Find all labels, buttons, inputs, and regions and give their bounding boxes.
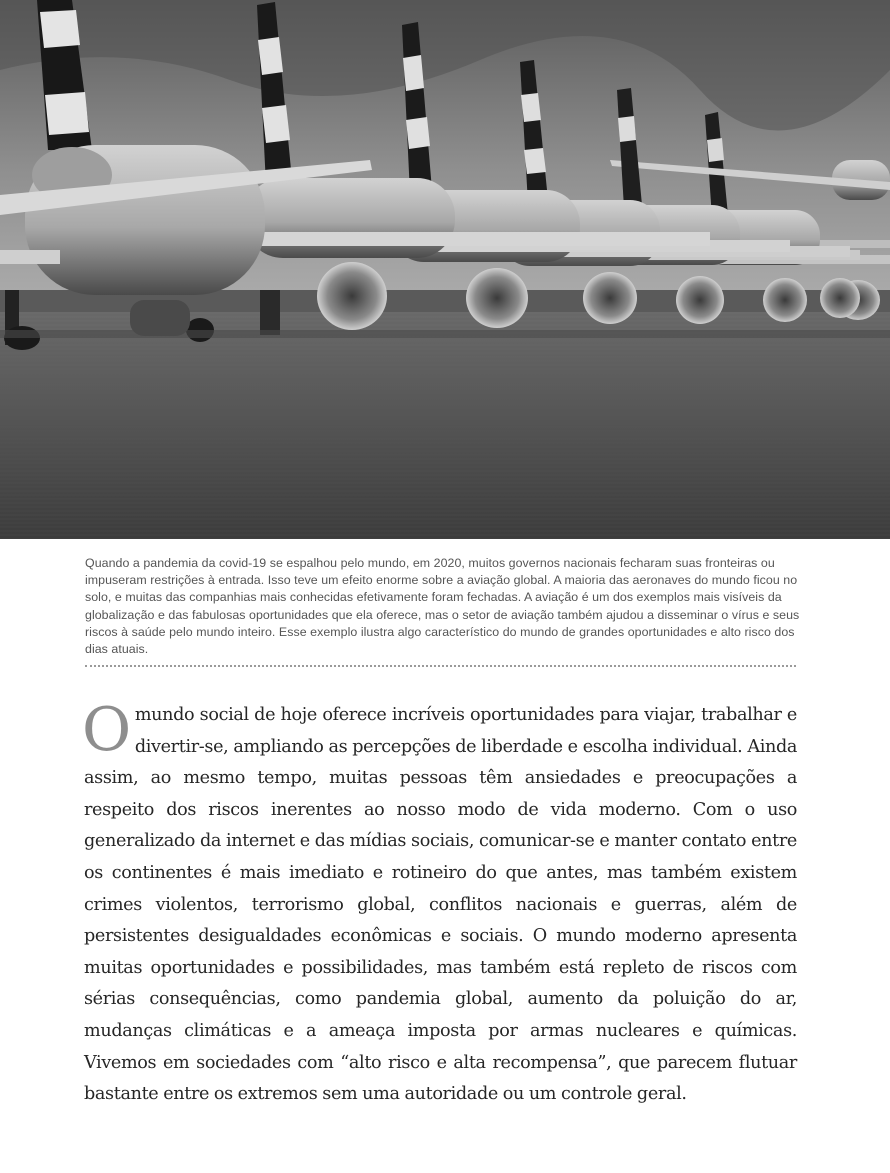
caption-divider — [85, 665, 796, 667]
photo-caption: Quando a pandemia da covid-19 se espalhou pelo mundo, em 2020, muitos governos nacionais fecharam suas fronteiras ou impuseram restrições à entrada. Isso teve um efeito enorme sobre a aviação global. A maioria das aeronaves do mundo ficou no solo, e muitas das companhias mais conhecidas efetivamente foram fechadas. A aviação é um dos exemplos mais visíveis da globalização e das fabulosas oportunidades que ela oferece, mas o setor de aviação também ajudou a disseminar o vírus e seus riscos à saúde pelo mundo inteiro. Esse exemplo ilustra algo característico do mundo de grandes oportunidades e alto risco dos dias atuais. — [85, 556, 800, 657]
grounded-airplanes-photo — [0, 0, 890, 539]
drop-cap: O — [82, 695, 131, 765]
body-paragraph — [82, 695, 797, 1111]
body-paragraph-text: mundo social de hoje oferece incríveis oportunidades para viajar, trabalhar e divertir-se, ampliando as percepções de liberdade e escolha individual. Ainda assim, ao mesmo tempo, muitas pessoas têm ansiedades e preocupações a respeito dos riscos inerentes ao nosso modo de vida moderno. Com o uso generalizado da internet e das mídias sociais, comunicar-se e manter contato entre os continentes é mais imediato e rotineiro do que antes, mas também existem crimes violentos, terrorismo global, conflitos nacionais e guerras, além de persistentes desigualdades econômicas e sociais. O mundo moderno apresenta muitas oportunidades e possibilidades, mas também está repleto de riscos com sérias consequências, como pandemia global, aumento da poluição do ar, mudanças climáticas e a ameaça imposta por armas nucleares e químicas. Vivemos em sociedades com “alto risco e alta recompensa”, que parecem flutuar bastante entre os extremos sem uma autoridade ou um controle geral. — [84, 705, 797, 1105]
